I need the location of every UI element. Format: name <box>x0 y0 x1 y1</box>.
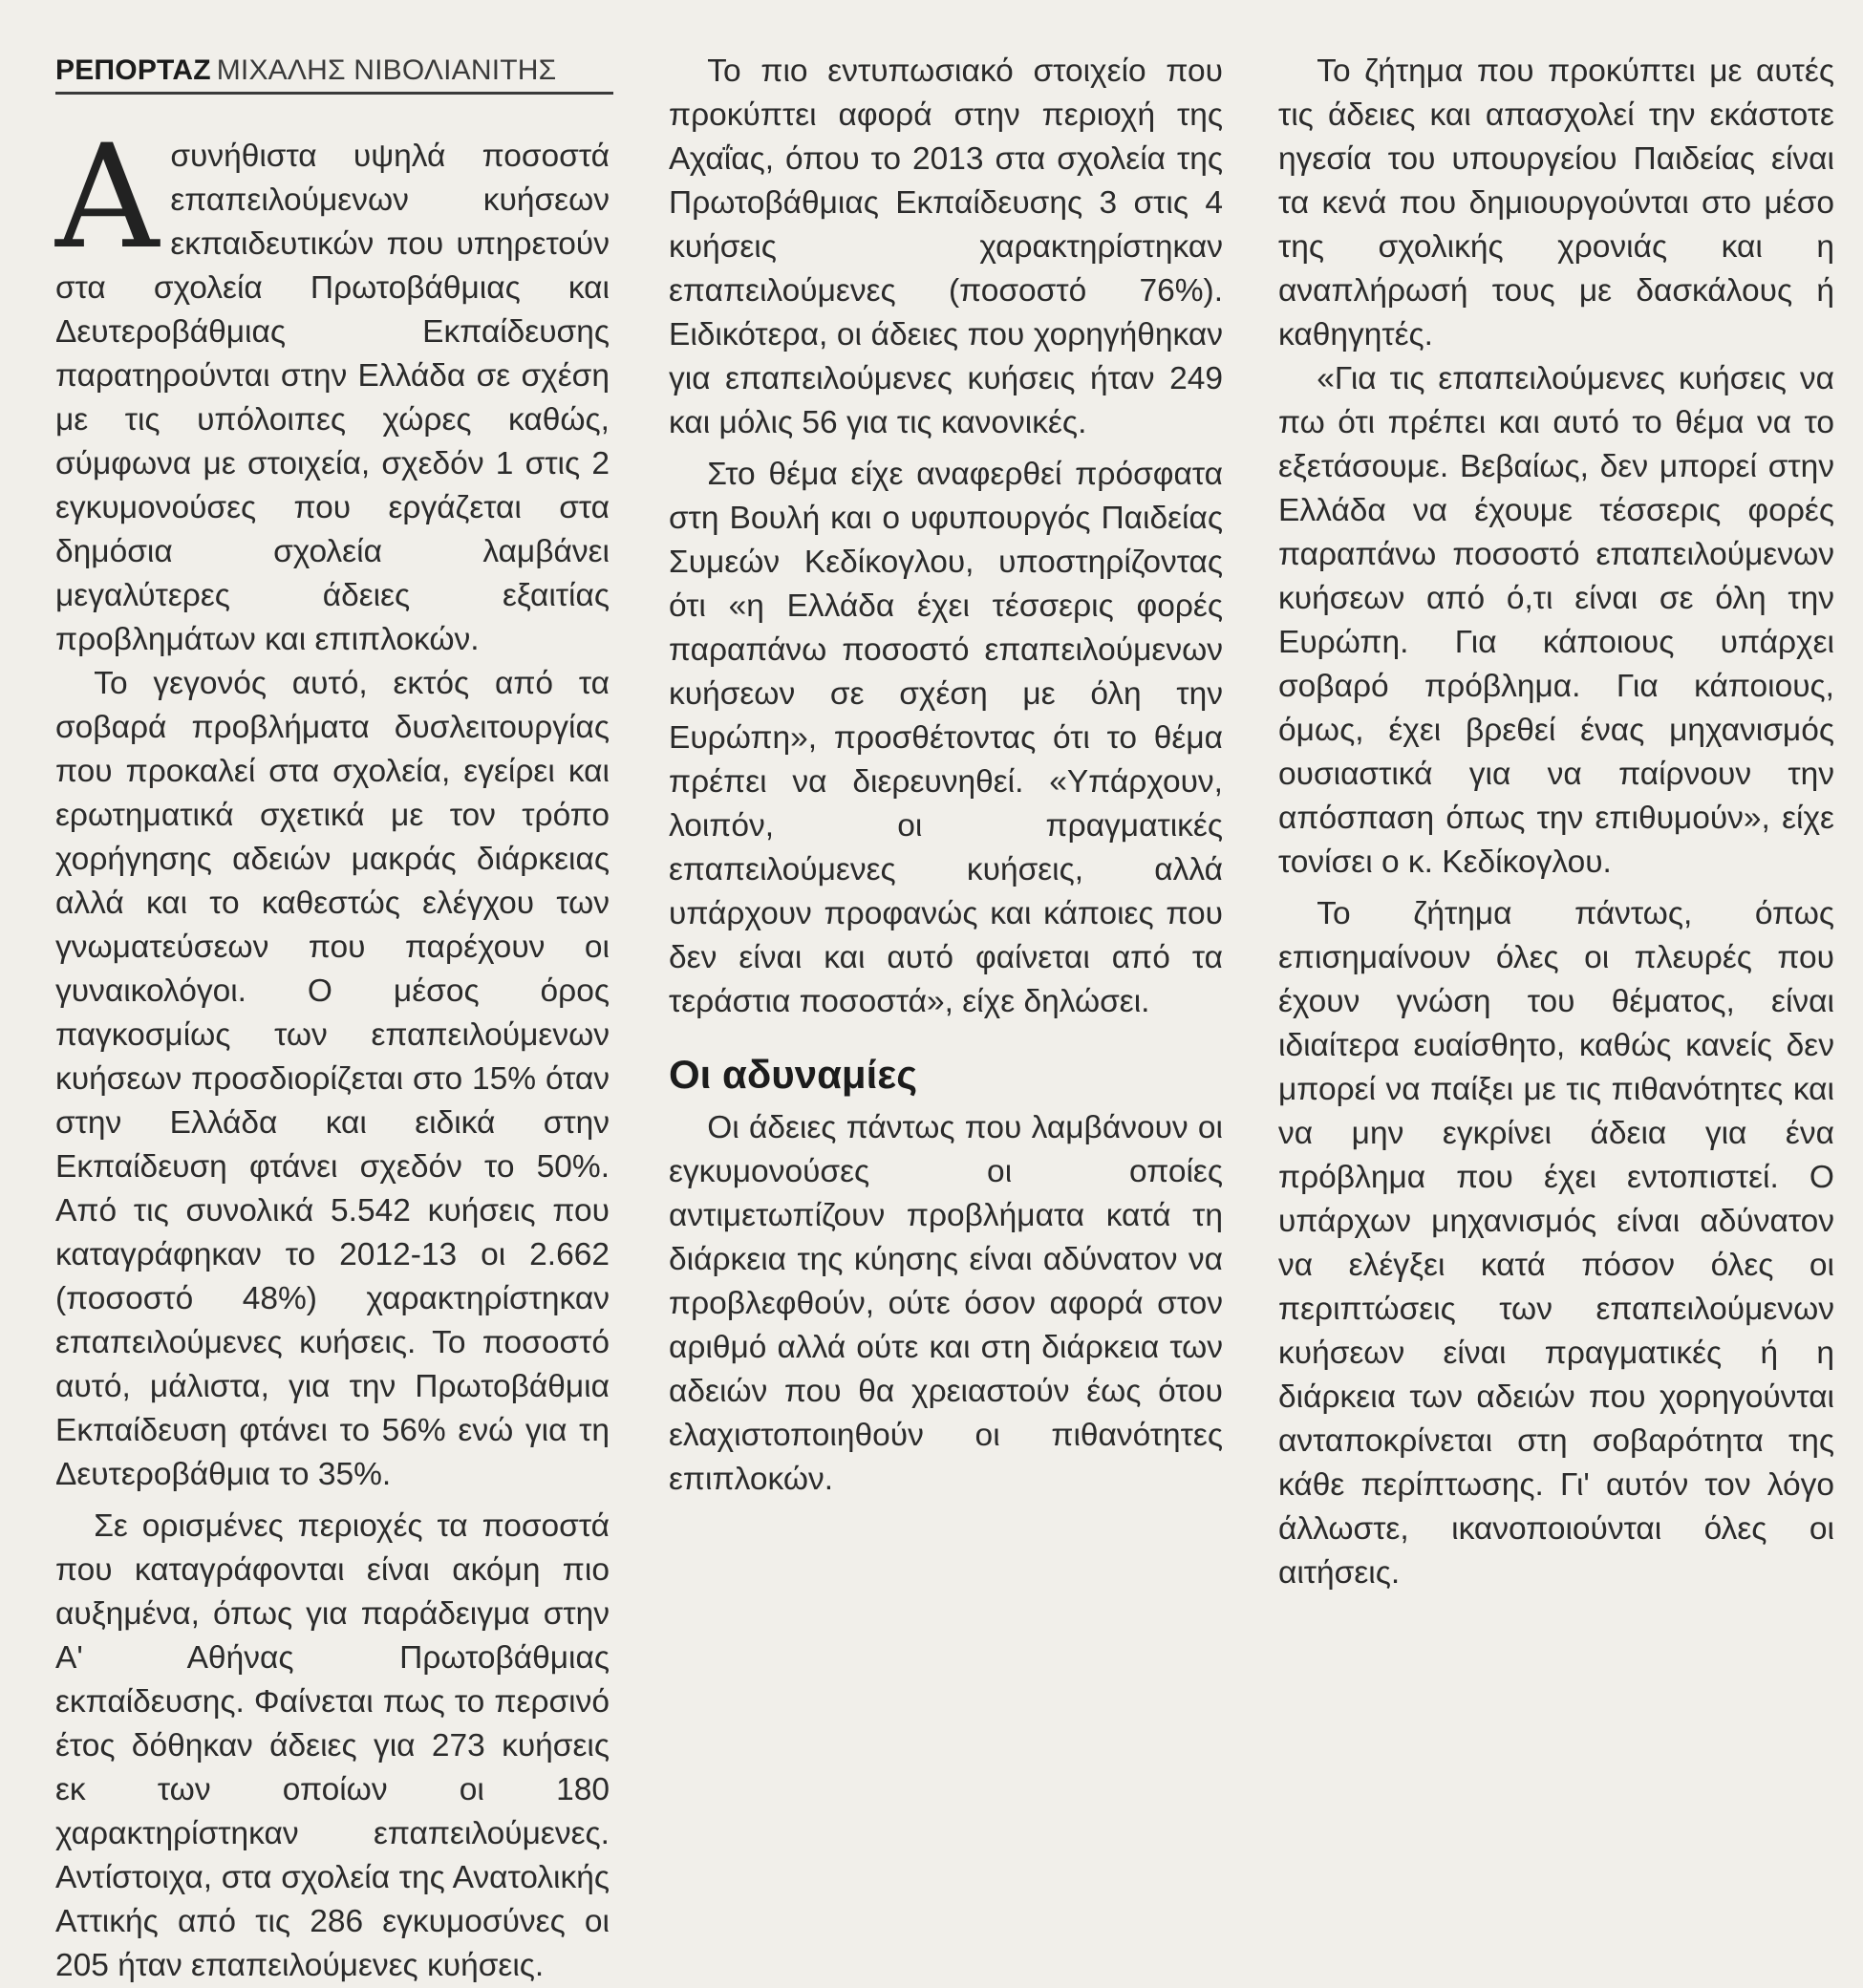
paragraph-7: Το ζήτημα που προκύπτει με αυτές τις άδειες και απασχολεί την εκάστοτε ηγεσία του υπουργείου Παιδείας είναι τα κενά που δημιουργούνται στο μέσο της σχολικής χρονιάς και η αναπλήρωσή τους με δασκάλους ή καθηγητές. <box>1278 53 1834 353</box>
paragraph-8: «Για τις επαπειλούμενες κυήσεις να πω ότι πρέπει και αυτό το θέμα να το εξετάσουμε. Βεβαίως, δεν μπορεί στην Ελλάδα να έχουμε τέσσερις φορές παραπάνω ποσοστό επαπειλούμενων κυήσεων από ό,τι είναι σε όλη την Ευρώπη. Για κάποιους υπάρχει σοβαρό πρόβλημα. Για κάποιους, όμως, έχει βρεθεί ένας μηχανισμός ουσιαστικά για να παίρνουν την απόσπαση όπως την επιθυμούν», είχε τονίσει ο κ. Κεδίκογλου. <box>1278 361 1834 880</box>
article-column-1 <box>55 44 610 1988</box>
author-name: ΜΙΧΑΛΗΣ ΝΙΒΟΛΙΑΝΙΤΗΣ <box>216 54 557 86</box>
article-column-3 <box>1278 50 1834 1595</box>
paragraph-6: Οι άδειες πάντως που λαμβάνουν οι εγκυμονούσες οι οποίες αντιμετωπίζουν προβλήματα κατά τη διάρκεια της κύησης είναι αδύνατον να προβλεφθούν, ούτε όσον αφορά στον αριθμό αλλά ούτε και στη διάρκεια των αδειών που θα χρειαστούν έως ότου ελαχιστοποιηθούν οι πιθανότητες επιπλοκών. <box>669 1110 1223 1497</box>
paragraph-4: Το πιο εντυπωσιακό στοιχείο που προκύπτει αφορά στην περιοχή της Αχαΐας, όπου το 2013 στα σχολεία της Πρωτοβάθμιας Εκπαίδευσης 3 στις 4 κυήσεις χαρακτηρίστηκαν επαπειλούμενες (ποσοστό 76%). Ειδικότερα, οι άδειες που χορηγήθηκαν για επαπειλούμενες κυήσεις ήταν 249 και μόλις 56 για τις κανονικές. <box>669 53 1223 440</box>
byline <box>55 52 613 95</box>
paragraph-2: Το γεγονός αυτό, εκτός από τα σοβαρά προβλήματα δυσλειτουργίας που προκαλεί στα σχολεία, εγείρει και ερωτηματικά σχετικά με τον τρόπο χορήγησης αδειών μακράς διάρκειας αλλά και το καθεστώς ελέγχου των γνωματεύσεων που παρέχουν οι γυναικολόγοι. Ο μέσος όρος παγκοσμίως των επαπειλούμενων κυήσεων προσδιορίζεται στο 15% όταν στην Ελλάδα και ειδικά στην Εκπαίδευση φτάνει σχεδόν το 50%. Από τις συνολικά 5.542 κυήσεις που καταγράφηκαν το 2012-13 οι 2.662 (ποσοστό 48%) χαρακτηρίστηκαν επαπειλούμενες κυήσεις. Το ποσοστό αυτό, μάλιστα, για την Πρωτοβάθμια Εκπαίδευση φτάνει το 56% ενώ για τη Δευτεροβάθμια το 35%. <box>55 666 610 1492</box>
subheading: Οι αδυναμίες <box>669 1052 918 1097</box>
drop-cap: Α <box>55 115 160 281</box>
section-label: ΡΕΠΟΡΤΑΖ <box>55 54 211 86</box>
lead-text: συνήθιστα υψηλά ποσοστά επαπειλούμενων κυήσεων εκπαιδευτικών που υπηρετούν στα σχολεία Πρωτοβάθμιας και Δευτεροβάθμιας Εκπαίδευσης παρατηρούνται στην Ελλάδα σε σχέση με τις υπόλοιπες χώρες καθώς, σύμφωνα με στοιχεία, σχεδόν 1 στις 2 εγκυμονούσες που εργάζεται στα δημόσια σχολεία λαμβάνει μεγαλύτερες άδειες εξαιτίας προβλημάτων και επιπλοκών. <box>55 139 610 657</box>
paragraph-5: Στο θέμα είχε αναφερθεί πρόσφατα στη Βουλή και ο υφυπουργός Παιδείας Συμεών Κεδίκογλου, υποστηρίζοντας ότι «η Ελλάδα έχει τέσσερις φορές παραπάνω ποσοστό επαπειλούμενων κυήσεων σε σχέση με όλη την Ευρώπη», προσθέτοντας ότι το θέμα πρέπει να διερευνηθεί. «Υπάρχουν, λοιπόν, οι πραγματικές επαπειλούμενες κυήσεις, αλλά υπάρχουν προφανώς και κάποιες που δεν είναι και αυτό φαίνεται από τα τεράστια ποσοστά», είχε δηλώσει. <box>669 457 1223 1019</box>
paragraph-9: Το ζήτημα πάντως, όπως επισημαίνουν όλες οι πλευρές που έχουν γνώση του θέματος, είναι ιδιαίτερα ευαίσθητο, καθώς κανείς δεν μπορεί να παίξει με τις πιθανότητες και να μην εγκρίνει άδεια για ένα πρόβλημα που έχει εντοπιστεί. Ο υπάρχων μηχανισμός είναι αδύνατον να ελέγξει κατά πόσον όλες οι περιπτώσεις των επαπειλούμενων κυήσεων είναι πραγματικές ή η διάρκεια των αδειών που χορηγούνται ανταποκρίνεται στη σοβαρότητα της κάθε περίπτωσης. Γι' αυτόν τον λόγο άλλωστε, ικανοποιούνται όλες οι αιτήσεις. <box>1278 896 1834 1591</box>
paragraph-3: Σε ορισμένες περιοχές τα ποσοστά που καταγράφονται είναι ακόμη πιο αυξημένα, όπως για παράδειγμα στην Α' Αθήνας Πρωτοβάθμιας εκπαίδευσης. Φαίνεται πως το περσινό έτος δόθηκαν άδειες για 273 κυήσεις εκ των οποίων οι 180 χαρακτηρίστηκαν επαπειλούμενες. Αντίστοιχα, στα σχολεία της Ανατολικής Αττικής από τις 286 εγκυμοσύνες οι 205 ήταν επαπειλούμενες κυήσεις. <box>55 1508 610 1983</box>
article-column-2 <box>669 50 1223 1502</box>
lead-paragraph <box>55 115 610 662</box>
